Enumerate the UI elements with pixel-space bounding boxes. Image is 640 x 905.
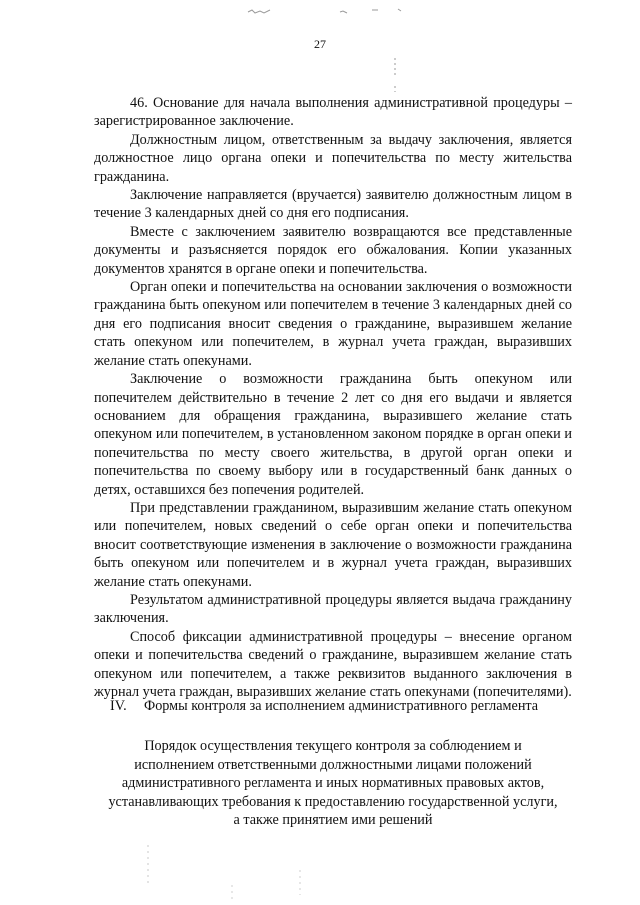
subsection-title-line: а также принятием ими решений: [233, 812, 433, 829]
paragraph-validity: Заключение о возможности гражданина быть опекуном или попечителем действительно в течение 2 лет со дня его выдачи и является основанием для обращения гражданина, выразившего желание стать опекуном или попечителем, в установленном законом порядке в орган опеки и попечительства по месту своего жительства, в другой орган опеки и попечительства по своему выбору или в государственный банк данных о детях, оставшихся без попечения родителей.: [94, 371, 572, 498]
subsection-title-line: устанавливающих требования к предоставлению государственной услуги,: [108, 793, 558, 810]
paragraph-delivery: Заключение направляется (вручается) заявителю должностным лицом в течение 3 календарных дней со дня его подписания.: [94, 187, 572, 222]
paragraph-responsible-official: Должностным лицом, ответственным за выдачу заключения, является должностное лицо органа опеки и попечительства по месту жительства гражданина.: [94, 131, 572, 185]
subsection-title-line: исполнением ответственными должностными лицами положений: [134, 756, 532, 773]
paragraph-basis: 46. Основание для начала выполнения административной процедуры – зарегистрированное заключение.: [94, 95, 572, 130]
paragraph-result: Результатом административной процедуры является выдача гражданину заключения.: [94, 591, 572, 627]
subsection-title: [94, 737, 572, 830]
document-body: [94, 94, 572, 701]
paragraph-recording-method: Способ фиксации административной процедуры – внесение органом опеки и попечительства сведений о гражданине, выразившем желание стать опекуном или попечителем, а также реквизитов выданного заключения в журнал учета граждан, выразивших желание стать опекунами (попечителями).: [94, 628, 572, 700]
section-number: IV.: [110, 698, 127, 714]
subsection-title-line: административного регламента и иных нормативных правовых актов,: [121, 775, 545, 792]
paragraph-documents-returned: Вместе с заключением заявителю возвращаются все представленные документы и разъясняется порядок его обжалования. Копии указанных документов хранятся в органе опеки и попечительства.: [94, 223, 572, 277]
section-title: Формы контроля за исполнением административного регламента: [144, 698, 539, 714]
section-heading: [110, 697, 580, 715]
paragraph-new-information: При представлении гражданином, выразившим желание стать опекуном или попечителем, новых сведений о себе орган опеки и попечительства вносит соответствующие изменения в заключение о возможности гражданина быть опекуном или попечителем и в журнал учета граждан, выразивших желание стать опекунами.: [94, 499, 572, 590]
subsection-title-line: Порядок осуществления текущего контроля за соблюдением и: [144, 738, 522, 754]
paragraph-register-entry: Орган опеки и попечительства на основании заключения о возможности гражданина быть опекуном или попечителем в течение 3 календарных дней со дня его подписания вносит сведения о гражданине, выразившем желание стать опекуном или попечителем, в журнал учета граждан, выразивших желание стать опекунами.: [94, 279, 572, 369]
page-number: 27: [314, 37, 326, 51]
